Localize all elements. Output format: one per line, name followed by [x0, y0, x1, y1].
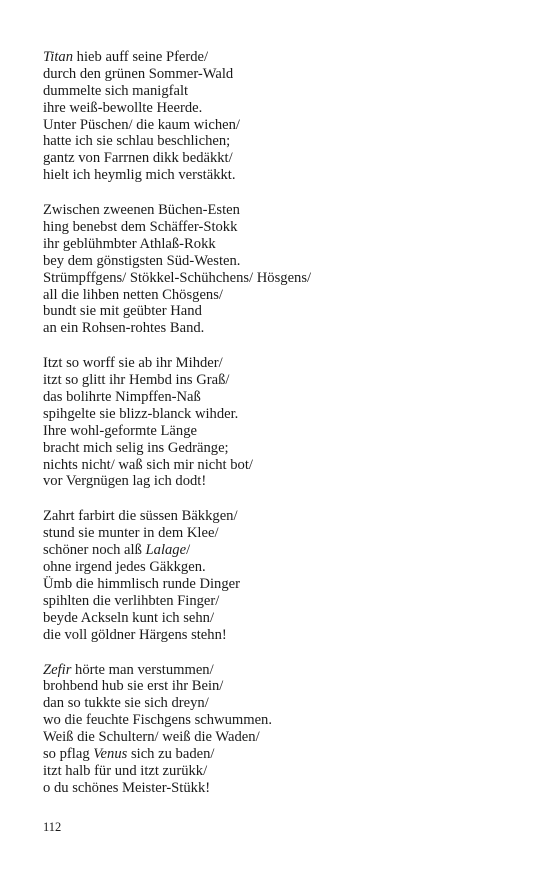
verse-text: bey dem gönstigsten Süd-Westen. — [43, 252, 241, 269]
verse-text: Itzt so worff sie ab ihr Mihder/ — [43, 355, 223, 372]
verse-line — [43, 303, 523, 320]
verse-line — [43, 372, 523, 389]
verse-text: nichts nicht/ waß sich mir nicht bot/ — [43, 456, 253, 473]
italic-name: Lalage — [145, 542, 187, 559]
verse-line — [43, 440, 523, 457]
verse-line — [43, 662, 523, 679]
verse-text: ohne irgend jedes Gäkkgen. — [43, 559, 206, 576]
verse-line — [43, 150, 523, 167]
verse-line — [43, 525, 523, 542]
italic-name: Zefir — [43, 661, 72, 678]
verse-text: Zwischen zweenen Büchen-Esten — [43, 202, 240, 219]
stanza-5 — [43, 662, 523, 797]
verse-text: bundt sie mit geübter Hand — [43, 303, 202, 320]
poem — [43, 49, 523, 815]
verse-text: itzt so glitt ihr Hembd ins Graß/ — [43, 372, 230, 389]
verse-text: hörte man verstummen/ — [71, 661, 214, 678]
verse-line — [43, 542, 523, 559]
verse-line — [43, 763, 523, 780]
stanza-2 — [43, 202, 523, 337]
verse-text: Ihre wohl-geformte Länge — [43, 422, 197, 439]
verse-line — [43, 219, 523, 236]
verse-line — [43, 627, 523, 644]
verse-line — [43, 202, 523, 219]
verse-line — [43, 508, 523, 525]
verse-text: Weiß die Schultern/ weiß die Waden/ — [43, 729, 260, 746]
verse-line — [43, 473, 523, 490]
verse-line — [43, 253, 523, 270]
verse-line — [43, 320, 523, 337]
verse-line — [43, 117, 523, 134]
verse-line — [43, 593, 523, 610]
verse-text: / — [186, 542, 191, 559]
verse-text: vor Vergnügen lag ich dodt! — [43, 473, 207, 490]
verse-line — [43, 406, 523, 423]
verse-text: gantz von Farrnen dikk bedäkkt/ — [43, 150, 233, 167]
verse-text: ihre weiß-bewollte Heerde. — [43, 99, 203, 116]
verse-line — [43, 746, 523, 763]
verse-text: bracht mich selig ins Gedränge; — [43, 439, 229, 456]
italic-name: Titan — [43, 49, 74, 65]
verse-text: itzt halb für und itzt zurükk/ — [43, 762, 208, 779]
verse-text: hielt ich heymlig mich verstäkkt. — [43, 167, 236, 184]
verse-text: brohbend hub sie erst ihr Bein/ — [43, 678, 224, 695]
verse-text: das bolihrte Nimpffen-Naß — [43, 389, 201, 406]
page-number: 112 — [43, 820, 62, 834]
verse-text: Zahrt farbirt die süssen Bäkkgen/ — [43, 508, 238, 525]
verse-line — [43, 83, 523, 100]
verse-line — [43, 457, 523, 474]
verse-text: hatte ich sie schlau beschlichen; — [43, 133, 231, 150]
verse-line — [43, 49, 523, 66]
italic-name: Venus — [93, 745, 128, 762]
verse-line — [43, 678, 523, 695]
verse-text: sich zu baden/ — [127, 745, 215, 762]
verse-text: wo die feuchte Fischgens schwummen. — [43, 712, 272, 729]
verse-line — [43, 729, 523, 746]
verse-text: Unter Püschen/ die kaum wichen/ — [43, 116, 240, 133]
verse-line — [43, 610, 523, 627]
verse-line — [43, 695, 523, 712]
verse-line — [43, 355, 523, 372]
verse-text: Strümpffgens/ Stökkel-Schühchens/ Hösgens/ — [43, 269, 312, 286]
verse-text: ihr geblühmbter Athlaß-Rokk — [43, 235, 216, 252]
stanza-3 — [43, 355, 523, 490]
verse-text: so pflag — [43, 745, 94, 762]
verse-line — [43, 423, 523, 440]
verse-line — [43, 287, 523, 304]
verse-line — [43, 236, 523, 253]
verse-line — [43, 576, 523, 593]
verse-text: spihlten die verlihbten Finger/ — [43, 592, 220, 609]
verse-text: hing benebst dem Schäffer-Stokk — [43, 219, 238, 236]
verse-line — [43, 559, 523, 576]
verse-text: schöner noch alß — [43, 542, 146, 559]
verse-text: spihgelte sie blizz-blanck wihder. — [43, 405, 239, 422]
verse-text: Ümb die himmlisch runde Dinger — [43, 575, 240, 592]
stanza-4 — [43, 508, 523, 643]
stanza-1 — [43, 49, 523, 184]
verse-text: die voll göldner Härgens stehn! — [43, 626, 227, 643]
verse-text: beyde Ackseln kunt ich sehn/ — [43, 609, 215, 626]
verse-line — [43, 133, 523, 150]
verse-text: all die lihben netten Chösgens/ — [43, 286, 223, 303]
verse-text: an ein Rohsen-rohtes Band. — [43, 320, 205, 337]
verse-text: o du schönes Meister-Stükk! — [43, 779, 211, 796]
verse-line — [43, 167, 523, 184]
verse-text: dan so tukkte sie sich dreyn/ — [43, 695, 209, 712]
verse-line — [43, 270, 523, 287]
verse-text: dummelte sich manigfalt — [43, 82, 189, 99]
verse-text: hieb auff seine Pferde/ — [73, 49, 209, 65]
verse-line — [43, 780, 523, 797]
verse-line — [43, 389, 523, 406]
verse-text: stund sie munter in dem Klee/ — [43, 525, 219, 542]
verse-line — [43, 66, 523, 83]
verse-line — [43, 712, 523, 729]
verse-text: durch den grünen Sommer-Wald — [43, 65, 234, 82]
verse-line — [43, 100, 523, 117]
